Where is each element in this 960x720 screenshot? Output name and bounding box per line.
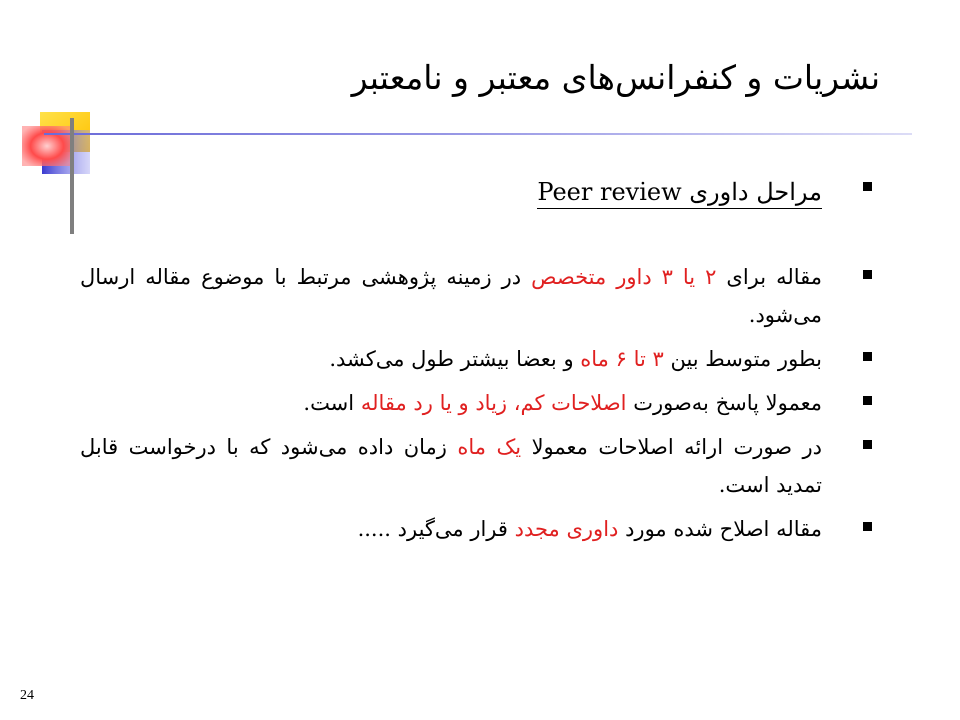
page-number: 24	[20, 688, 34, 703]
slide-title: نشریات و کنفرانس‌های معتبر و نامعتبر	[351, 58, 880, 97]
bullet-text: قرار می‌گیرد .....	[357, 517, 508, 541]
bullet-reviewers	[80, 258, 880, 334]
peer-review-heading	[537, 178, 822, 209]
ornament-yellow-square	[40, 112, 90, 152]
bullet-text: زمان داده می‌شود که با درخواست قابل تمدید است.	[80, 435, 822, 497]
bullet-text: بطور متوسط بین	[670, 347, 822, 371]
bullet-text: است.	[303, 391, 355, 415]
bullet-highlight: یک ماه	[457, 435, 522, 459]
bullet-list	[80, 170, 880, 548]
bullet-re-review	[80, 510, 880, 548]
bullet-text: معمولا پاسخ به‌صورت	[633, 391, 822, 415]
square-bullet-icon	[863, 270, 872, 279]
bullet-revision-time	[80, 428, 880, 504]
ornament-blue-square	[42, 130, 90, 174]
square-bullet-icon	[863, 440, 872, 449]
ornament-vertical-bar	[70, 118, 74, 234]
peer-review-fa: مراحل داوری	[689, 178, 822, 206]
bullet-highlight: داوری مجدد	[514, 517, 619, 541]
bullet-text: مقاله اصلاح شده مورد	[625, 517, 822, 541]
bullet-peer-review	[80, 170, 880, 214]
square-bullet-icon	[863, 522, 872, 531]
bullet-highlight: ۳ تا ۶ ماه	[580, 347, 664, 371]
bullet-text: و بعضا بیشتر طول می‌کشد.	[329, 347, 574, 371]
bullet-text: در زمینه پژوهشی مرتبط با موضوع مقاله ارسال می‌شود.	[80, 265, 822, 327]
square-bullet-icon	[863, 182, 872, 191]
bullet-response	[80, 384, 880, 422]
bullet-text: در صورت ارائه اصلاحات معمولا	[531, 435, 822, 459]
ornament-red-square	[22, 126, 72, 166]
ornament-divider-line	[44, 133, 912, 135]
peer-review-en: Peer review	[537, 178, 682, 206]
bullet-highlight: ۲ یا ۳ داور متخصص	[531, 265, 717, 289]
bullet-text: مقاله برای	[726, 265, 822, 289]
square-bullet-icon	[863, 352, 872, 361]
square-bullet-icon	[863, 396, 872, 405]
bullet-highlight: اصلاحات کم، زیاد و یا رد مقاله	[360, 391, 627, 415]
bullet-duration	[80, 340, 880, 378]
